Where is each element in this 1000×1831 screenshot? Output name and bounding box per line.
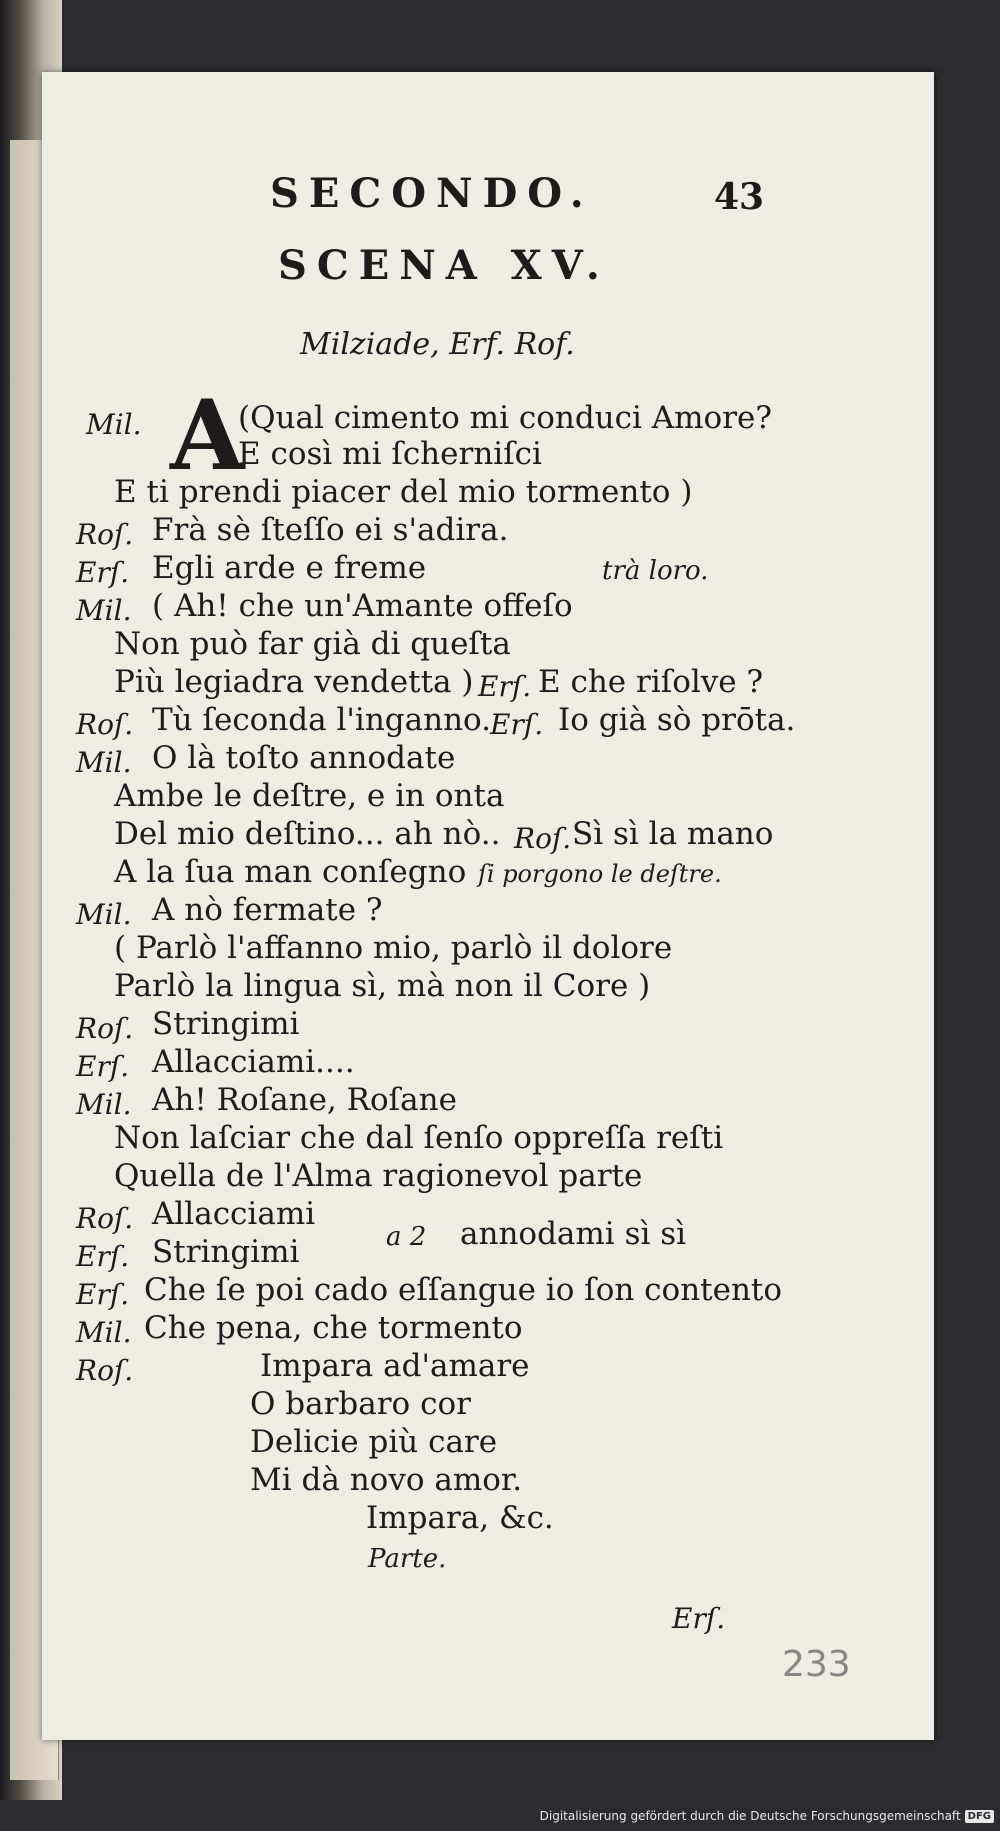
drop-cap: A bbox=[170, 379, 245, 492]
running-title: SECONDO. bbox=[270, 170, 594, 217]
verse-line: Mi dà novo amor. bbox=[250, 1462, 523, 1498]
stage-direction: trà loro. bbox=[602, 556, 709, 586]
speaker: Mil. bbox=[86, 408, 142, 441]
verse-line: O là toſto annodate bbox=[152, 740, 456, 776]
verse-line: E così mi ſcherniſci bbox=[238, 436, 542, 472]
verse-line: Quella de l'Alma ragionevol parte bbox=[114, 1158, 643, 1194]
verse-line: E che riſolve ? bbox=[538, 664, 764, 700]
speaker: Erſ. bbox=[76, 556, 130, 589]
catchword: Erſ. bbox=[672, 1602, 726, 1635]
speaker: Roſ. bbox=[76, 1012, 134, 1045]
verse-line: Sì sì la mano bbox=[572, 816, 774, 852]
speaker: Mil. bbox=[76, 898, 132, 931]
verse-line: Egli arde e freme bbox=[152, 550, 427, 586]
speaker: Mil. bbox=[76, 746, 132, 779]
verse-line: Allacciami bbox=[152, 1196, 316, 1232]
speaker: Roſ. bbox=[76, 518, 134, 551]
speaker: Roſ. bbox=[514, 822, 572, 855]
verse-line: Che pena, che tormento bbox=[144, 1310, 523, 1346]
verse-line: Io già sò prōta. bbox=[558, 702, 796, 738]
verse-line: annodami sì sì bbox=[460, 1216, 687, 1252]
speaker: Roſ. bbox=[76, 708, 134, 741]
duet-marker: a 2 bbox=[386, 1222, 427, 1252]
verse-line: (Qual cimento mi conduci Amore? bbox=[238, 400, 773, 436]
verse-line: Stringimi bbox=[152, 1234, 300, 1270]
verse-line: Frà sè ſteſſo ei s'adira. bbox=[152, 512, 509, 548]
verse-line: Impara ad'amare bbox=[260, 1348, 530, 1384]
credit-text: Digitalisierung gefördert durch die Deutsche Forschungsgemeinschaft bbox=[539, 1809, 961, 1823]
verse-line: E ti prendi piacer del mio tormento ) bbox=[114, 474, 693, 510]
character-list: Milziade, Erf. Rof. bbox=[300, 327, 575, 362]
speaker: Erſ. bbox=[490, 708, 544, 741]
verse-line: Non può far già di queſta bbox=[114, 626, 511, 662]
verse-line: ( Ah! che un'Amante offeſo bbox=[152, 588, 573, 624]
verse-line: A la ſua man conſegno bbox=[114, 854, 467, 890]
pencil-annotation: 233 bbox=[782, 1644, 851, 1685]
verse-line: Del mio deſtino... ah nò.. bbox=[114, 816, 501, 852]
verse-line: Stringimi bbox=[152, 1006, 300, 1042]
dfg-logo-icon: DFG bbox=[965, 1810, 994, 1823]
stage-direction: ſi porgono le deſtre. bbox=[478, 860, 722, 888]
speaker: Erſ. bbox=[478, 670, 532, 703]
speaker: Erſ. bbox=[76, 1050, 130, 1083]
verse-line: Non laſciar che dal ſenſo oppreſſa reſti bbox=[114, 1120, 724, 1156]
verse-line: A nò fermate ? bbox=[152, 892, 383, 928]
book-page bbox=[42, 72, 934, 1740]
scene-title: SCENA XV. bbox=[278, 242, 610, 289]
speaker: Mil. bbox=[76, 594, 132, 627]
digitization-credit bbox=[540, 1807, 994, 1825]
verse-line: Che ſe poi cado eſſangue io ſon contento bbox=[144, 1272, 783, 1308]
page-number: 43 bbox=[714, 176, 765, 218]
verse-line: O barbaro cor bbox=[250, 1386, 471, 1422]
speaker: Roſ. bbox=[76, 1202, 134, 1235]
speaker: Mil. bbox=[76, 1088, 132, 1121]
verse-line: Parlò la lingua sì, mà non il Core ) bbox=[114, 968, 651, 1004]
verse-line: Più legiadra vendetta ) bbox=[114, 664, 474, 700]
speaker: Roſ. bbox=[76, 1354, 134, 1387]
verse-line: Ambe le deſtre, e in onta bbox=[114, 778, 505, 814]
verse-line: Tù ſeconda l'inganno. bbox=[152, 702, 492, 738]
stage-direction: Parte. bbox=[368, 1544, 447, 1574]
verse-line: Impara, &c. bbox=[366, 1500, 554, 1536]
speaker: Mil. bbox=[76, 1316, 132, 1349]
verse-line: Allacciami.... bbox=[152, 1044, 355, 1080]
verse-line: ( Parlò l'affanno mio, parlò il dolore bbox=[114, 930, 673, 966]
speaker: Erſ. bbox=[76, 1240, 130, 1273]
speaker: Erſ. bbox=[76, 1278, 130, 1311]
verse-line: Delicie più care bbox=[250, 1424, 498, 1460]
verse-line: Ah! Roſane, Roſane bbox=[152, 1082, 457, 1118]
